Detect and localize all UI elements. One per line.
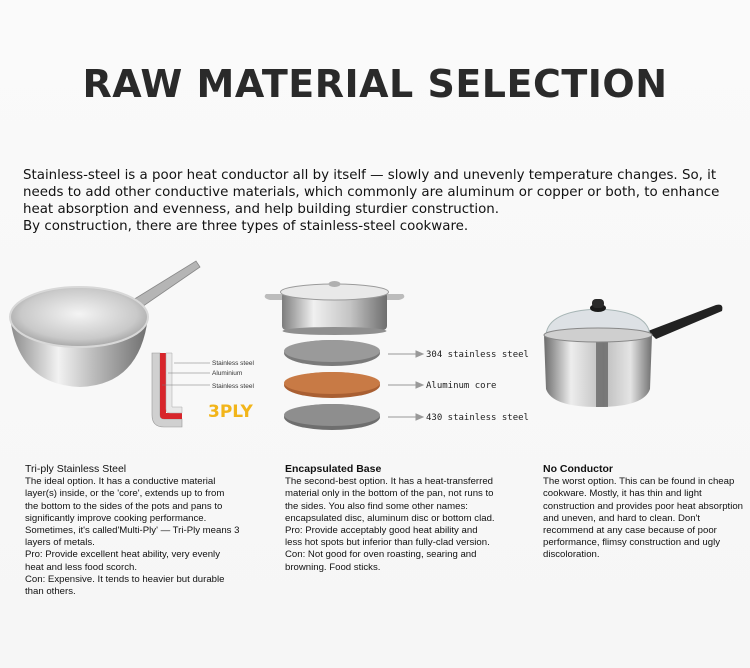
column-heading: Encapsulated Base bbox=[285, 463, 382, 475]
column-heading: Tri-ply Stainless Steel bbox=[25, 463, 127, 475]
triply-label: Stainless steel bbox=[212, 360, 254, 367]
intro-paragraph: By construction, there are three types of stainless-steel cookware. bbox=[23, 219, 469, 234]
triply-cross-section bbox=[148, 345, 288, 435]
column-paragraph: Pro: Provide acceptably good heat ability and less hot spots but inferior than fully-clad version. bbox=[285, 525, 490, 549]
triply-badge: 3PLY bbox=[208, 402, 253, 422]
triply-label: Stainless steel bbox=[212, 383, 254, 390]
column-paragraph: Pro: Provide excellent heat ability, very evenly heat and less food scorch. bbox=[25, 549, 220, 573]
page-title: RAW MATERIAL SELECTION bbox=[82, 62, 668, 106]
stock-pot-image bbox=[262, 276, 407, 336]
column-paragraph: Sometimes, it's called'Multi-Ply' — Tri-Ply means 3 layers of metals. bbox=[25, 525, 240, 549]
triply-description bbox=[25, 463, 240, 598]
column-heading: No Conductor bbox=[543, 463, 613, 475]
saucepan-image bbox=[538, 293, 728, 413]
no-conductor-description bbox=[543, 463, 743, 562]
intro-paragraph: Stainless-steel is a poor heat conductor all by itself — slowly and unevenly temperature changes. So, it needs to add other conductive materials, which commonly are aluminum or copper or both, to enhance heat absorption and evenness, and help building sturdier construction. bbox=[23, 168, 720, 217]
layer-label: 304 stainless steel bbox=[426, 350, 529, 360]
encapsulated-layers bbox=[280, 338, 530, 433]
column-paragraph: The second-best option. It has a heat-transferred material only in the bottom of the pan, not runs to the sides. You also find some other names: encapsulated disc, aluminum disc or bottom clad. bbox=[285, 476, 495, 524]
column-paragraph: The ideal option. It has a conductive material layer(s) inside, or the 'core', extends up to from the bottom to the sides of the pots and pans to significantly improve cooking performance. bbox=[25, 476, 225, 524]
column-paragraph: The worst option. This can be found in cheap cookware. Mostly, it has thin and light construction and provides poor heat absorption and uneven, and hard to clean. Don't recommend at any case because of poor performance, flimsy construction and ugly discoloration. bbox=[543, 476, 743, 561]
intro-text bbox=[23, 167, 738, 235]
layer-label: 430 stainless steel bbox=[426, 413, 529, 423]
triply-label: Aluminium bbox=[212, 370, 243, 377]
column-paragraph: Con: Expensive. It tends to heavier but durable than others. bbox=[25, 573, 225, 598]
layer-label: Aluminum core bbox=[426, 381, 497, 391]
column-paragraph: Con: Not good for oven roasting, searing and browning. Food sticks. bbox=[285, 549, 477, 573]
encapsulated-description bbox=[285, 463, 495, 574]
